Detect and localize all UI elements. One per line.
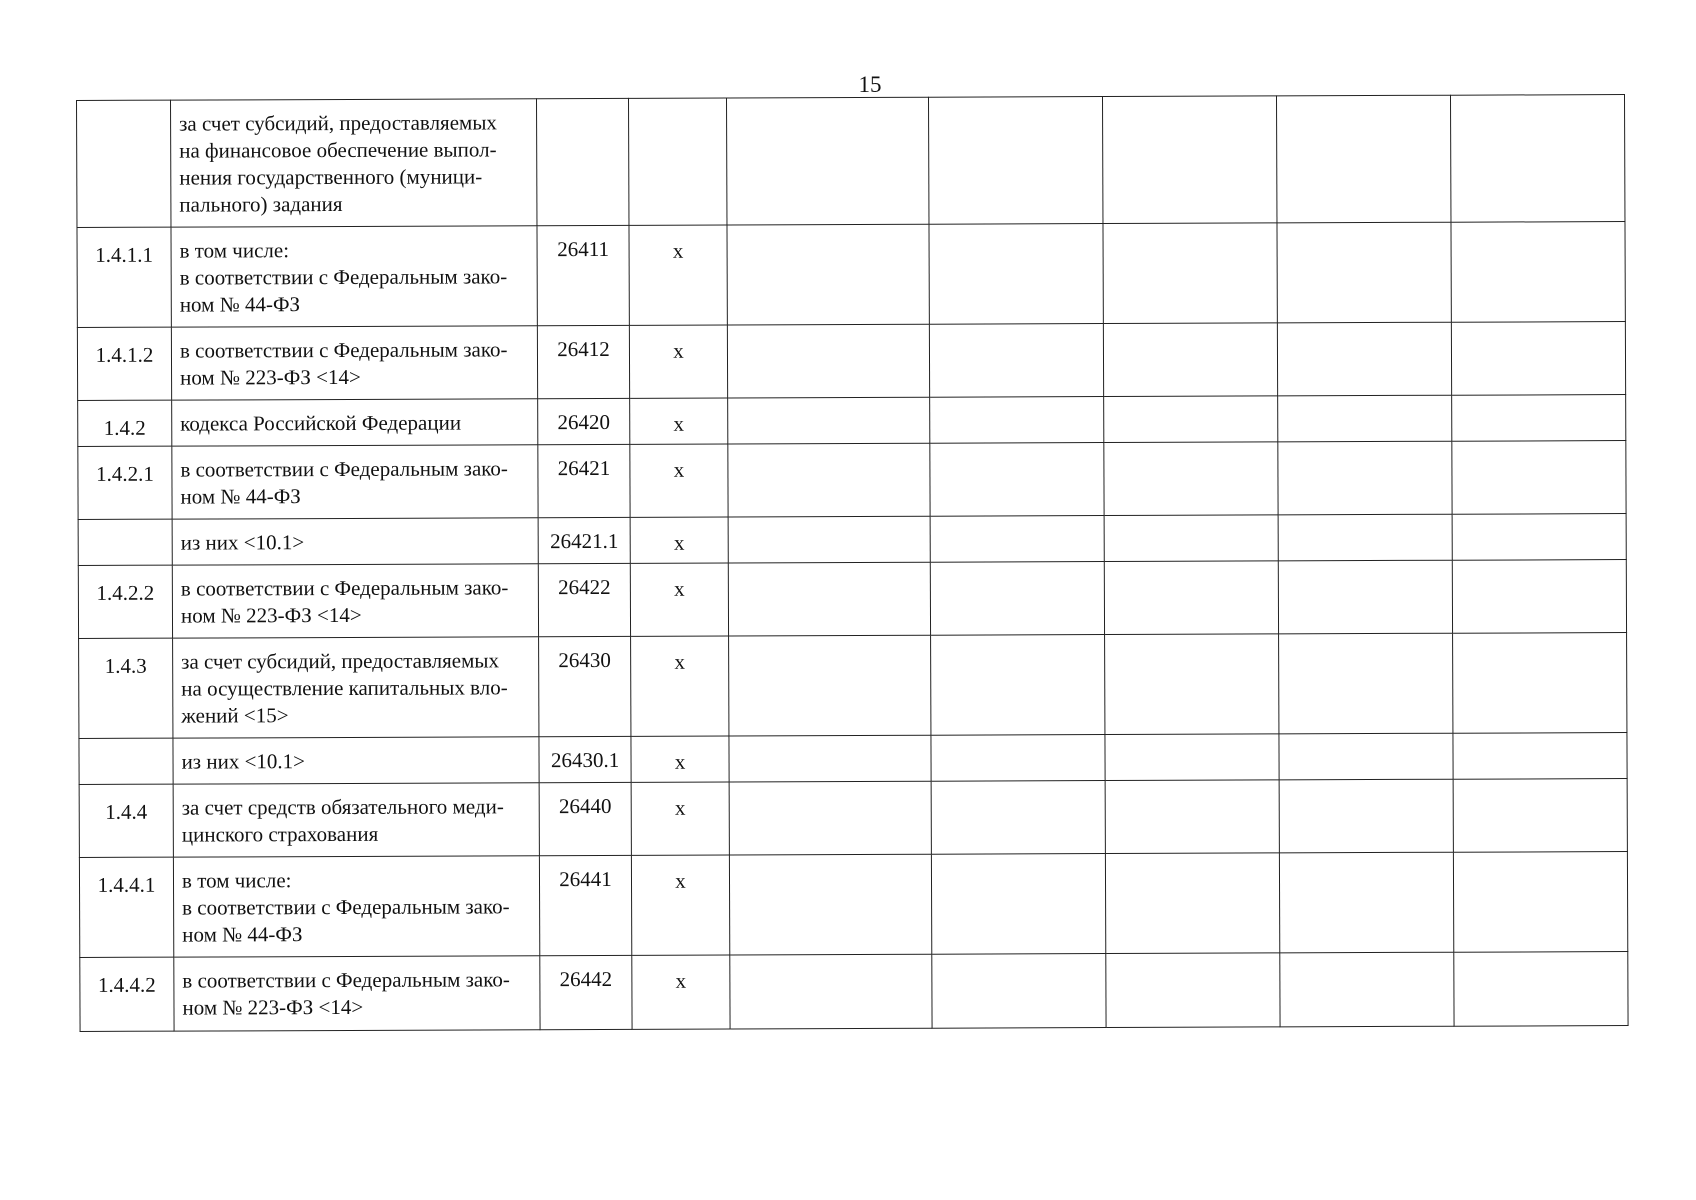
empty-value-cell: [726, 97, 928, 225]
table-row: [79, 633, 1627, 739]
table-body: [77, 95, 1629, 1032]
row-code-cell: 26430.1: [539, 736, 631, 782]
empty-value-cell: [1104, 561, 1278, 635]
description-line: за счет субсидий, предоставляемых: [181, 648, 500, 674]
row-number-cell: 1.4.3: [79, 638, 173, 738]
row-number-cell: 1.4.1.2: [77, 327, 171, 400]
row-mark-cell: x: [630, 444, 728, 517]
table-row: [80, 952, 1628, 1032]
empty-value-cell: [1451, 322, 1625, 396]
row-description-cell: [173, 783, 539, 857]
row-description-cell: [174, 956, 540, 1031]
empty-value-cell: [928, 97, 1102, 225]
empty-value-cell: [1453, 779, 1627, 853]
description-line: в том числе:: [181, 868, 292, 893]
description-line: в соответствии с Федеральным зако-: [180, 456, 508, 482]
row-mark-cell: x: [631, 736, 729, 782]
empty-value-cell: [729, 735, 931, 782]
description-line: цинского страхования: [181, 821, 379, 847]
row-mark-cell: x: [629, 325, 727, 398]
row-mark-cell: x: [631, 636, 729, 736]
row-mark-cell: x: [630, 398, 728, 444]
description-line: ном № 44-ФЗ: [182, 922, 303, 947]
empty-value-cell: [1453, 733, 1627, 780]
description-line: кодекса Российской Федерации: [180, 410, 462, 436]
description-line: за счет субсидий, предоставляемых: [179, 110, 497, 136]
row-mark-cell: x: [630, 563, 728, 636]
description-line: ном № 44-ФЗ: [180, 484, 301, 509]
empty-value-cell: [729, 781, 931, 855]
row-number-cell: 1.4.4.1: [79, 857, 173, 957]
row-code-cell: 26440: [539, 782, 631, 855]
page-number: 15: [858, 72, 882, 97]
row-code-cell: 26420: [538, 398, 630, 444]
empty-value-cell: [1277, 222, 1451, 323]
empty-value-cell: [1277, 322, 1451, 396]
description-line: жений <15>: [181, 703, 289, 728]
empty-value-cell: [1453, 633, 1627, 734]
table-row: [78, 395, 1626, 447]
empty-value-cell: [1104, 515, 1278, 562]
empty-value-cell: [1279, 852, 1453, 953]
row-description-cell: [173, 637, 539, 738]
empty-value-cell: [1452, 560, 1626, 634]
row-mark-cell: [628, 98, 726, 225]
empty-value-cell: [1279, 733, 1453, 780]
table-row: [77, 222, 1625, 328]
description-line: в соответствии с Федеральным зако-: [180, 575, 509, 601]
empty-value-cell: [1103, 223, 1277, 324]
row-description-cell: [172, 399, 538, 446]
empty-value-cell: [1452, 395, 1626, 442]
row-number-cell: 1.4.4.2: [80, 957, 174, 1031]
description-line: нения государственного (муници-: [179, 164, 483, 190]
row-description-cell: [172, 518, 538, 565]
row-description-cell: [171, 226, 537, 327]
empty-value-cell: [728, 516, 930, 563]
empty-value-cell: [1452, 514, 1626, 561]
description-line: из них <10.1>: [180, 530, 305, 555]
empty-value-cell: [1451, 222, 1625, 323]
row-description-cell: [173, 737, 539, 784]
row-number-cell: 1.4.1.1: [77, 227, 171, 327]
empty-value-cell: [728, 562, 930, 636]
empty-value-cell: [1103, 323, 1277, 397]
description-line: ном № 223-ФЗ <14>: [180, 602, 362, 628]
row-code-cell: 26441: [539, 855, 631, 955]
empty-value-cell: [728, 397, 930, 444]
empty-value-cell: [1105, 734, 1279, 781]
row-code-cell: 26442: [540, 955, 632, 1029]
empty-value-cell: [728, 443, 930, 517]
description-line: в соответствии с Федеральным зако-: [182, 967, 510, 993]
empty-value-cell: [1102, 96, 1276, 224]
empty-value-cell: [1105, 780, 1279, 854]
empty-value-cell: [730, 954, 932, 1029]
empty-value-cell: [1104, 442, 1278, 516]
table-row: [77, 322, 1625, 401]
empty-value-cell: [1452, 441, 1626, 515]
empty-value-cell: [1450, 95, 1624, 223]
description-line: пального) задания: [179, 191, 343, 217]
empty-value-cell: [729, 854, 931, 955]
row-number-cell: 1.4.4: [79, 784, 173, 857]
table-row: [78, 560, 1626, 639]
description-line: ном № 223-ФЗ <14>: [182, 994, 364, 1020]
row-number-cell: 1.4.2.1: [78, 446, 172, 519]
row-description-cell: [171, 99, 537, 227]
empty-value-cell: [930, 397, 1104, 444]
empty-value-cell: [1105, 853, 1279, 954]
empty-value-cell: [932, 954, 1106, 1029]
row-code-cell: 26430: [539, 636, 631, 736]
description-line: на осуществление капитальных вло-: [181, 675, 508, 701]
row-description-cell: [171, 326, 537, 400]
empty-value-cell: [1278, 441, 1452, 515]
row-description-cell: [173, 856, 539, 957]
row-description-cell: [172, 445, 538, 519]
form-table: [76, 94, 1629, 1032]
row-mark-cell: x: [632, 955, 730, 1029]
description-line: на финансовое обеспечение выпол-: [179, 137, 497, 163]
table-row: [78, 441, 1626, 520]
row-code-cell: 26411: [537, 225, 629, 325]
empty-value-cell: [930, 516, 1104, 563]
row-mark-cell: x: [631, 855, 729, 955]
description-line: в соответствии с Федеральным зако-: [182, 894, 510, 920]
description-line: в соответствии с Федеральным зако-: [179, 264, 508, 290]
table-row: [79, 852, 1627, 958]
table-row: [78, 514, 1626, 566]
empty-value-cell: [931, 735, 1105, 782]
empty-value-cell: [1454, 952, 1628, 1027]
description-line: в соответствии с Федеральным зако-: [179, 337, 508, 363]
empty-value-cell: [931, 635, 1105, 736]
empty-value-cell: [727, 224, 929, 325]
row-mark-cell: x: [629, 225, 727, 325]
empty-value-cell: [1279, 633, 1453, 734]
empty-value-cell: [931, 781, 1105, 855]
row-number-cell: [79, 738, 173, 784]
row-number-cell: [77, 100, 171, 227]
row-description-cell: [172, 564, 538, 638]
empty-value-cell: [1104, 396, 1278, 443]
description-line: в том числе:: [179, 238, 290, 263]
empty-value-cell: [1279, 779, 1453, 853]
table-row: [79, 733, 1627, 785]
row-number-cell: [78, 519, 172, 565]
row-code-cell: 26412: [537, 325, 629, 398]
empty-value-cell: [929, 324, 1103, 398]
empty-value-cell: [1278, 560, 1452, 634]
empty-value-cell: [1278, 514, 1452, 561]
row-code-cell: 26422: [538, 563, 630, 636]
table-row: [77, 95, 1625, 228]
empty-value-cell: [1453, 852, 1627, 953]
empty-value-cell: [1106, 953, 1280, 1028]
row-mark-cell: x: [631, 782, 729, 855]
description-line: за счет средств обязательного меди-: [181, 794, 504, 820]
row-mark-cell: x: [630, 517, 728, 563]
description-line: из них <10.1>: [181, 749, 306, 774]
empty-value-cell: [1278, 395, 1452, 442]
empty-value-cell: [1276, 95, 1450, 223]
row-code-cell: [536, 98, 628, 225]
empty-value-cell: [930, 443, 1104, 517]
empty-value-cell: [931, 854, 1105, 955]
empty-value-cell: [930, 562, 1104, 636]
empty-value-cell: [1280, 952, 1454, 1027]
description-line: ном № 223-ФЗ <14>: [180, 364, 361, 390]
row-code-cell: 26421: [538, 444, 630, 517]
table-row: [79, 779, 1627, 858]
row-number-cell: 1.4.2: [78, 400, 172, 446]
description-line: ном № 44-ФЗ: [179, 292, 301, 317]
empty-value-cell: [929, 224, 1103, 325]
empty-value-cell: [1105, 634, 1279, 735]
empty-value-cell: [727, 324, 929, 398]
row-code-cell: 26421.1: [538, 517, 630, 563]
row-number-cell: 1.4.2.2: [78, 565, 172, 638]
empty-value-cell: [729, 635, 931, 736]
